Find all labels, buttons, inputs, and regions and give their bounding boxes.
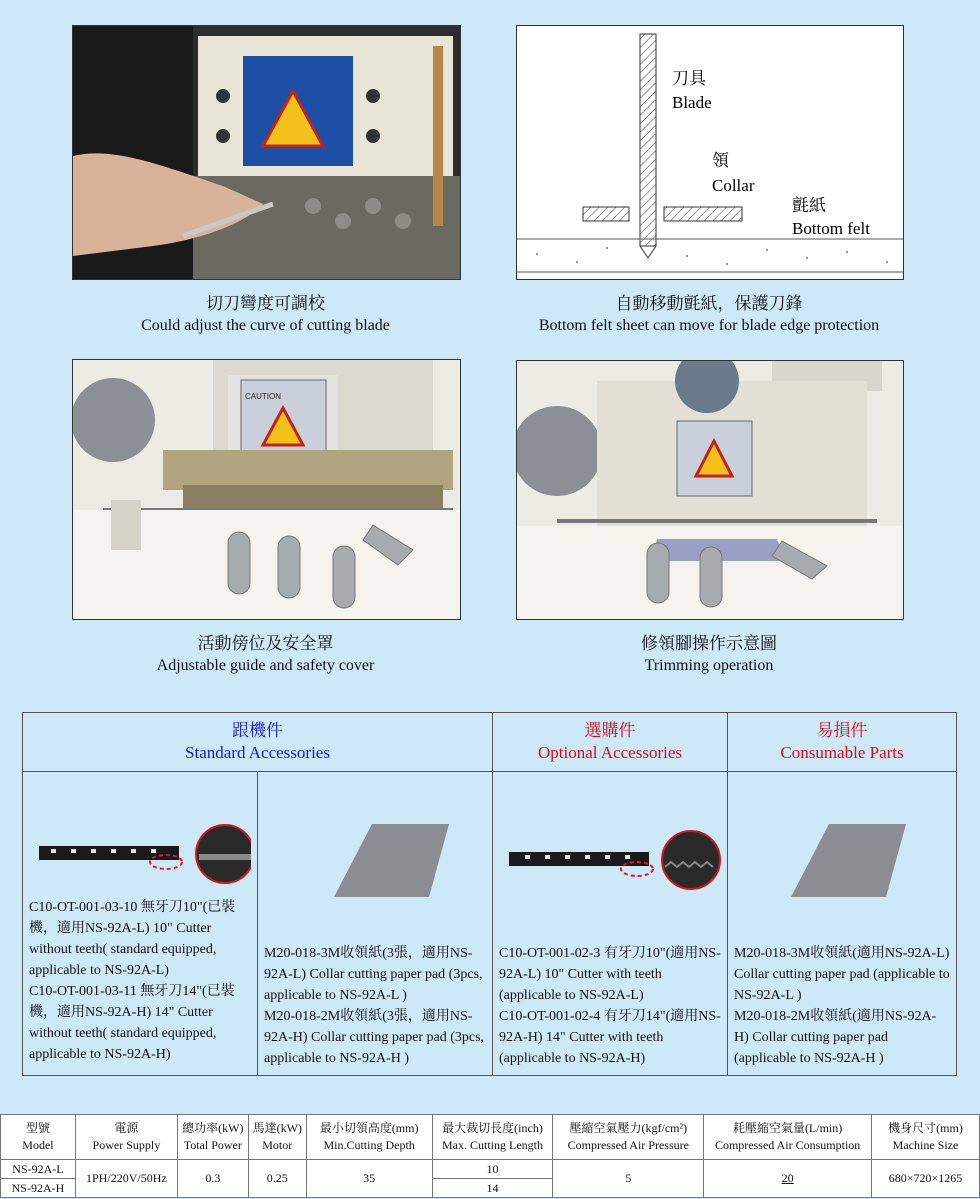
standard-title-zh: 跟機件 [232,721,283,740]
header-en: Power Supply [92,1138,161,1152]
caption-en: Adjustable guide and safety cover [156,657,375,674]
spec-air-consumption: 20 [704,1160,872,1198]
caption-en: Bottom felt sheet can move for blade edge protection [538,317,880,334]
spec-header-air-consumption [704,1115,872,1160]
diagram-label-collar-zh: 領 [712,151,729,170]
optional-title-en: Optional Accessories [538,743,682,762]
header-zh: 馬達(kW) [252,1121,302,1135]
header-en: Compressed Air Consumption [714,1138,861,1152]
standard-cutter-text: C10-OT-001-03-10 無牙刀10"(已裝機，適用NS-92A-L) 10" Cutter without teeth( standard equipped, applicable to NS-92A-L) C10-OT-001-03-11 無牙刀14"(已裝機，適用NS-92A-H) 14" Cutter without teeth( standard equipped, applicable to NS-92A-H) [29,900,236,1062]
header-zh: 耗壓縮空氣量(L/min) [732,1121,843,1135]
header-en: Machine Size [892,1138,959,1152]
optional-cutter-text: C10-OT-001-02-3 有牙刀10"(適用NS-92A-L) 10" Cutter with teeth (applicable to NS-92A-L) C10-OT-001-02-4 有牙刀14"(適用NS-92A-H) 14" Cutter with teeth (applicable to NS-92A-H) [499,946,721,1066]
spec-header-total-power [177,1115,248,1160]
spec-header-row [1,1115,980,1160]
spec-machine-size: 680×720×1265 [872,1160,980,1198]
optional-cutter-cell [493,772,728,1076]
caption-zh: 自動移動氈紙，保護刀鋒 [615,294,803,313]
header-zh: 總功率(kW) [182,1121,244,1135]
header-zh: 型號 [25,1121,50,1135]
spec-model-l: NS-92A-L [1,1160,76,1179]
diagram-label-blade-zh: 刀具 [672,69,706,88]
caption-felt-protection [500,293,918,337]
standard-paper-pad-text: M20-018-3M收領紙(3張，適用NS-92A-L) Collar cutting paper pad (3pcs, applicable to NS-92A-L ) M20-018-2M收領紙(3張，適用NS-92A-H) Collar cutting paper pad (3pcs, applicable to NS-92A-H ) [264,946,485,1066]
cutter-no-teeth-image [29,772,251,892]
accessories-body-row [23,772,957,1076]
spec-header-machine-size [872,1115,980,1160]
diagram-label-felt-en: Bottom felt [792,219,870,238]
consumable-title-zh: 易損件 [816,721,868,740]
consumable-parts-header [728,713,957,772]
header-zh: 機身尺寸(mm) [888,1121,963,1135]
consumable-paper-pad-text: M20-018-3M收領紙(適用NS-92A-L) Collar cutting paper pad (applicable to NS-92A-L ) M20-018-2M收領紙(適用NS-92A-H) Collar cutting paper pad (applicable to NS-92A-H ) [734,946,950,1066]
caption-trimming-operation [516,633,902,677]
accessories-table [22,712,957,1076]
header-zh: 最小切領高度(mm) [319,1121,419,1135]
header-en: Motor [262,1138,293,1152]
photo-guide-safety-cover [72,359,461,620]
photo-trimming-operation [516,360,904,620]
spec-header-min-depth [306,1115,432,1160]
spec-max-length-l: 10 [432,1160,553,1179]
header-zh: 電源 [114,1121,139,1135]
header-en: Max. Cutting Length [441,1138,543,1152]
diagram-label-felt-zh: 氈紙 [792,196,826,215]
spec-header-power-supply [75,1115,177,1160]
collar-paper-pad-image [264,772,486,932]
caption-en: Trimming operation [644,657,774,674]
spec-header-model [1,1115,76,1160]
spec-min-depth: 35 [306,1160,432,1198]
header-zh: 最大裁切長度(inch) [442,1121,543,1135]
header-en: Total Power [183,1138,242,1152]
accessories-header-row [23,713,957,772]
header-en: Model [22,1138,54,1152]
standard-accessories-header [23,713,493,772]
diagram-label-blade-en: Blade [672,93,712,112]
safety-cover-caution-label: CAUTION [245,392,281,401]
spec-header-air-pressure [553,1115,704,1160]
diagram-label-collar-en: Collar [712,176,755,195]
header-en: Compressed Air Pressure [567,1138,689,1152]
spec-max-length-h: 14 [432,1179,553,1198]
caption-zh: 切刀彎度可調校 [206,294,325,313]
spec-model-h: NS-92A-H [1,1179,76,1198]
caption-guide-safety-cover [72,633,459,677]
consumable-title-en: Consumable Parts [780,743,904,762]
caption-en: Could adjust the curve of cutting blade [141,317,390,334]
consumable-paper-pad-cell [728,772,957,1076]
header-en: Min.Cutting Depth [323,1138,415,1152]
spec-total-power: 0.3 [177,1160,248,1198]
spec-header-max-length [432,1115,553,1160]
spec-table [0,1114,980,1198]
caption-zh: 活動傍位及安全罩 [197,634,334,653]
standard-title-en: Standard Accessories [185,743,330,762]
optional-title-zh: 選購件 [584,721,636,740]
optional-accessories-header [493,713,728,772]
caption-zh: 修領腳操作示意圖 [641,634,777,653]
consumable-paper-pad-image [734,772,950,932]
header-zh: 壓縮空氣壓力(kgf/cm²) [569,1121,688,1135]
standard-paper-pad-cell [258,772,493,1076]
cutter-with-teeth-image [499,772,721,932]
spec-row [1,1160,980,1179]
spec-header-motor [248,1115,306,1160]
spec-motor: 0.25 [248,1160,306,1198]
standard-cutter-cell [23,772,258,1076]
spec-air-pressure: 5 [553,1160,704,1198]
caption-blade-adjust [72,293,459,337]
diagram-blade-felt [516,25,904,280]
photo-blade-adjust [72,25,461,280]
spec-power-supply: 1PH/220V/50Hz [75,1160,177,1198]
